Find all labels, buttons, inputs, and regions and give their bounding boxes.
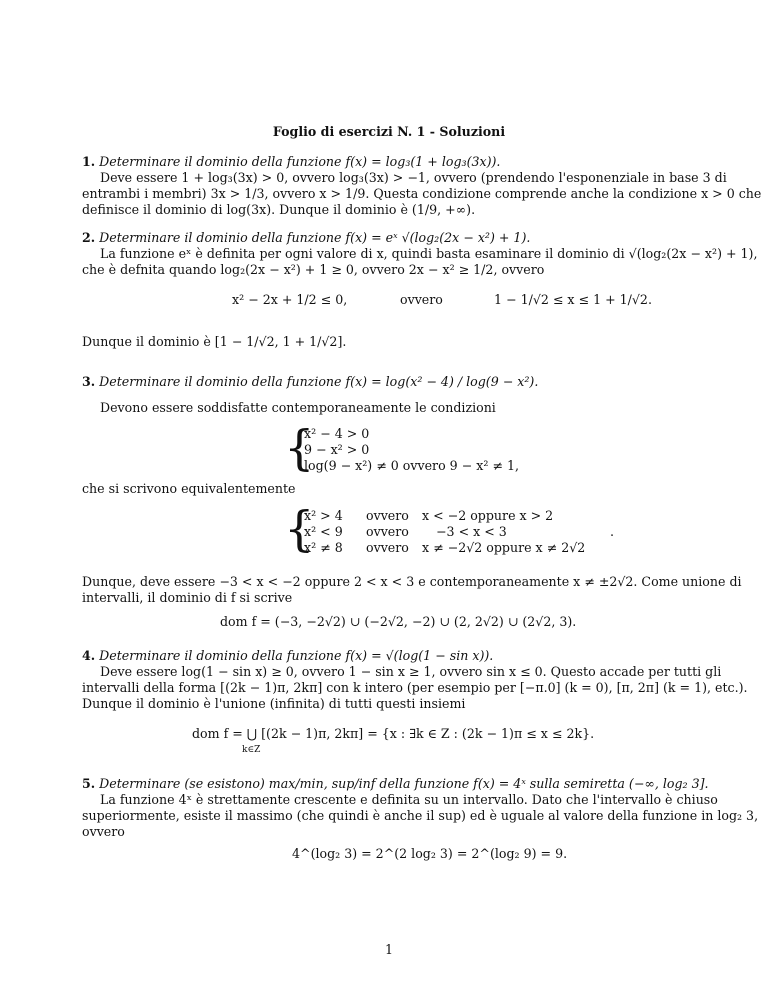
system-2-right-3: x ≠ −2√2 oppure x ≠ 2√2 xyxy=(422,540,586,555)
exercise-4-union-index: k∈Z xyxy=(242,745,261,755)
exercise-5-equation: 4^(log₂ 3) = 2^(2 log₂ 3) = 2^(log₂ 9) = 9. xyxy=(292,846,568,861)
system-2-brace: { xyxy=(284,501,315,557)
exercise-1-line-1: Deve essere 1 + log₃(3x) > 0, ovvero log₃(3x) > −1, ovvero (prendendo l'esponenziale in base 3 di xyxy=(100,170,727,185)
exercise-2-text: Determinare il dominio della funzione f(x) = eˣ √(log₂(2x − x²) + 1). xyxy=(99,230,531,245)
exercise-4-number: 4. xyxy=(82,648,96,663)
system-2-right-2: −3 < x < 3 xyxy=(436,524,507,539)
exercise-5-statement xyxy=(82,776,709,792)
exercise-5-text: Determinare (se esistono) max/min, sup/inf della funzione f(x) = 4ˣ sulla semiretta (−∞, log₂ 3]. xyxy=(99,776,709,791)
system-2-right-1: x < −2 oppure x > 2 xyxy=(422,508,554,523)
system-2-left-3: x² ≠ 8 xyxy=(304,540,343,555)
exercise-2-ovvero: ovvero xyxy=(400,292,443,307)
exercise-3-line-2: che si scrivono equivalentemente xyxy=(82,481,296,496)
page-title: Foglio di esercizi N. 1 - Soluzioni xyxy=(272,124,506,139)
exercise-1-number: 1. xyxy=(82,154,96,169)
exercise-3-number: 3. xyxy=(82,374,96,389)
exercise-4-line-2: intervalli della forma [(2k − 1)π, 2kπ] con k intero (per esempio per [−π.0] (k = 0), [π, 2π] (k = 1), etc.). xyxy=(82,680,748,695)
system-2-mid-1: ovvero xyxy=(366,508,409,523)
exercise-2-line-1: La funzione eˣ è definita per ogni valore di x, quindi basta esaminare il dominio di √(log₂(2x − x²) + 1), xyxy=(100,246,758,261)
page-number: 1 xyxy=(384,942,393,957)
system-2-period: . xyxy=(610,524,615,539)
system-1-row-2: 9 − x² > 0 xyxy=(304,442,370,457)
exercise-4-line-1: Deve essere log(1 − sin x) ≥ 0, ovvero 1 − sin x ≥ 1, ovvero sin x ≤ 0. Questo accade per tutti gli xyxy=(100,664,722,679)
system-1-row-1: x² − 4 > 0 xyxy=(304,426,370,441)
exercise-1-line-3: definisce il dominio di log(3x). Dunque il dominio è (1/9, +∞). xyxy=(82,202,476,217)
system-2-left-1: x² > 4 xyxy=(304,508,343,523)
exercise-1-line-2: entrambi i membri) 3x > 1/3, ovvero x > 1/9. Questa condizione comprende anche la condizione x > 0 che xyxy=(82,186,762,201)
system-1-brace: { xyxy=(284,420,315,476)
exercise-5-number: 5. xyxy=(82,776,96,791)
exercise-4-statement xyxy=(82,648,696,664)
exercise-3-domain: dom f = (−3, −2√2) ∪ (−2√2, −2) ∪ (2, 2√2) ∪ (2√2, 3). xyxy=(220,614,577,629)
exercise-2-number: 2. xyxy=(82,230,96,245)
exercise-2-line-3: Dunque il dominio è [1 − 1/√2, 1 + 1/√2]. xyxy=(82,334,347,349)
exercise-3-text: Determinare il dominio della funzione f(x) = log(x² − 4) / log(9 − x²). xyxy=(99,374,539,389)
exercise-2-inequality: x² − 2x + 1/2 ≤ 0, xyxy=(232,292,348,307)
exercise-4-domain: dom f = ⋃ [(2k − 1)π, 2kπ] = {x : ∃k ∈ Z : (2k − 1)π ≤ x ≤ 2k}. xyxy=(192,726,595,741)
exercise-2-statement xyxy=(82,230,696,246)
exercise-3-statement xyxy=(82,374,696,390)
exercise-3-line-1: Devono essere soddisfatte contemporaneamente le condizioni xyxy=(100,400,496,415)
system-2-left-2: x² < 9 xyxy=(304,524,343,539)
exercise-2-interval: 1 − 1/√2 ≤ x ≤ 1 + 1/√2. xyxy=(494,292,652,307)
exercise-1-text: Determinare il dominio della funzione f(x) = log₃(1 + log₃(3x)). xyxy=(99,154,501,169)
exercise-4-line-3: Dunque il dominio è l'unione (infinita) di tutti questi insiemi xyxy=(82,696,466,711)
exercise-4-text: Determinare il dominio della funzione f(x) = √(log(1 − sin x)). xyxy=(99,648,494,663)
exercise-3-line-4: intervalli, il dominio di f si scrive xyxy=(82,590,293,605)
exercise-5-line-3: ovvero xyxy=(82,824,125,839)
document-page xyxy=(82,0,762,994)
exercise-1-statement xyxy=(82,154,696,170)
exercise-2-line-2: che è defnita quando log₂(2x − x²) + 1 ≥ 0, ovvero 2x − x² ≥ 1/2, ovvero xyxy=(82,262,545,277)
system-2-mid-2: ovvero xyxy=(366,524,409,539)
exercise-5-line-1: La funzione 4ˣ è strettamente crescente e definita su un intervallo. Dato che l'intervallo è chiuso xyxy=(100,792,718,807)
exercise-5-line-2: superiormente, esiste il massimo (che quindi è anche il sup) ed è uguale al valore della funzione in log₂ 3, xyxy=(82,808,759,823)
system-1-row-3: log(9 − x²) ≠ 0 ovvero 9 − x² ≠ 1, xyxy=(304,458,519,473)
exercise-3-line-3: Dunque, deve essere −3 < x < −2 oppure 2 < x < 3 e contemporaneamente x ≠ ±2√2. Come unione di xyxy=(82,574,742,589)
system-2-mid-3: ovvero xyxy=(366,540,409,555)
